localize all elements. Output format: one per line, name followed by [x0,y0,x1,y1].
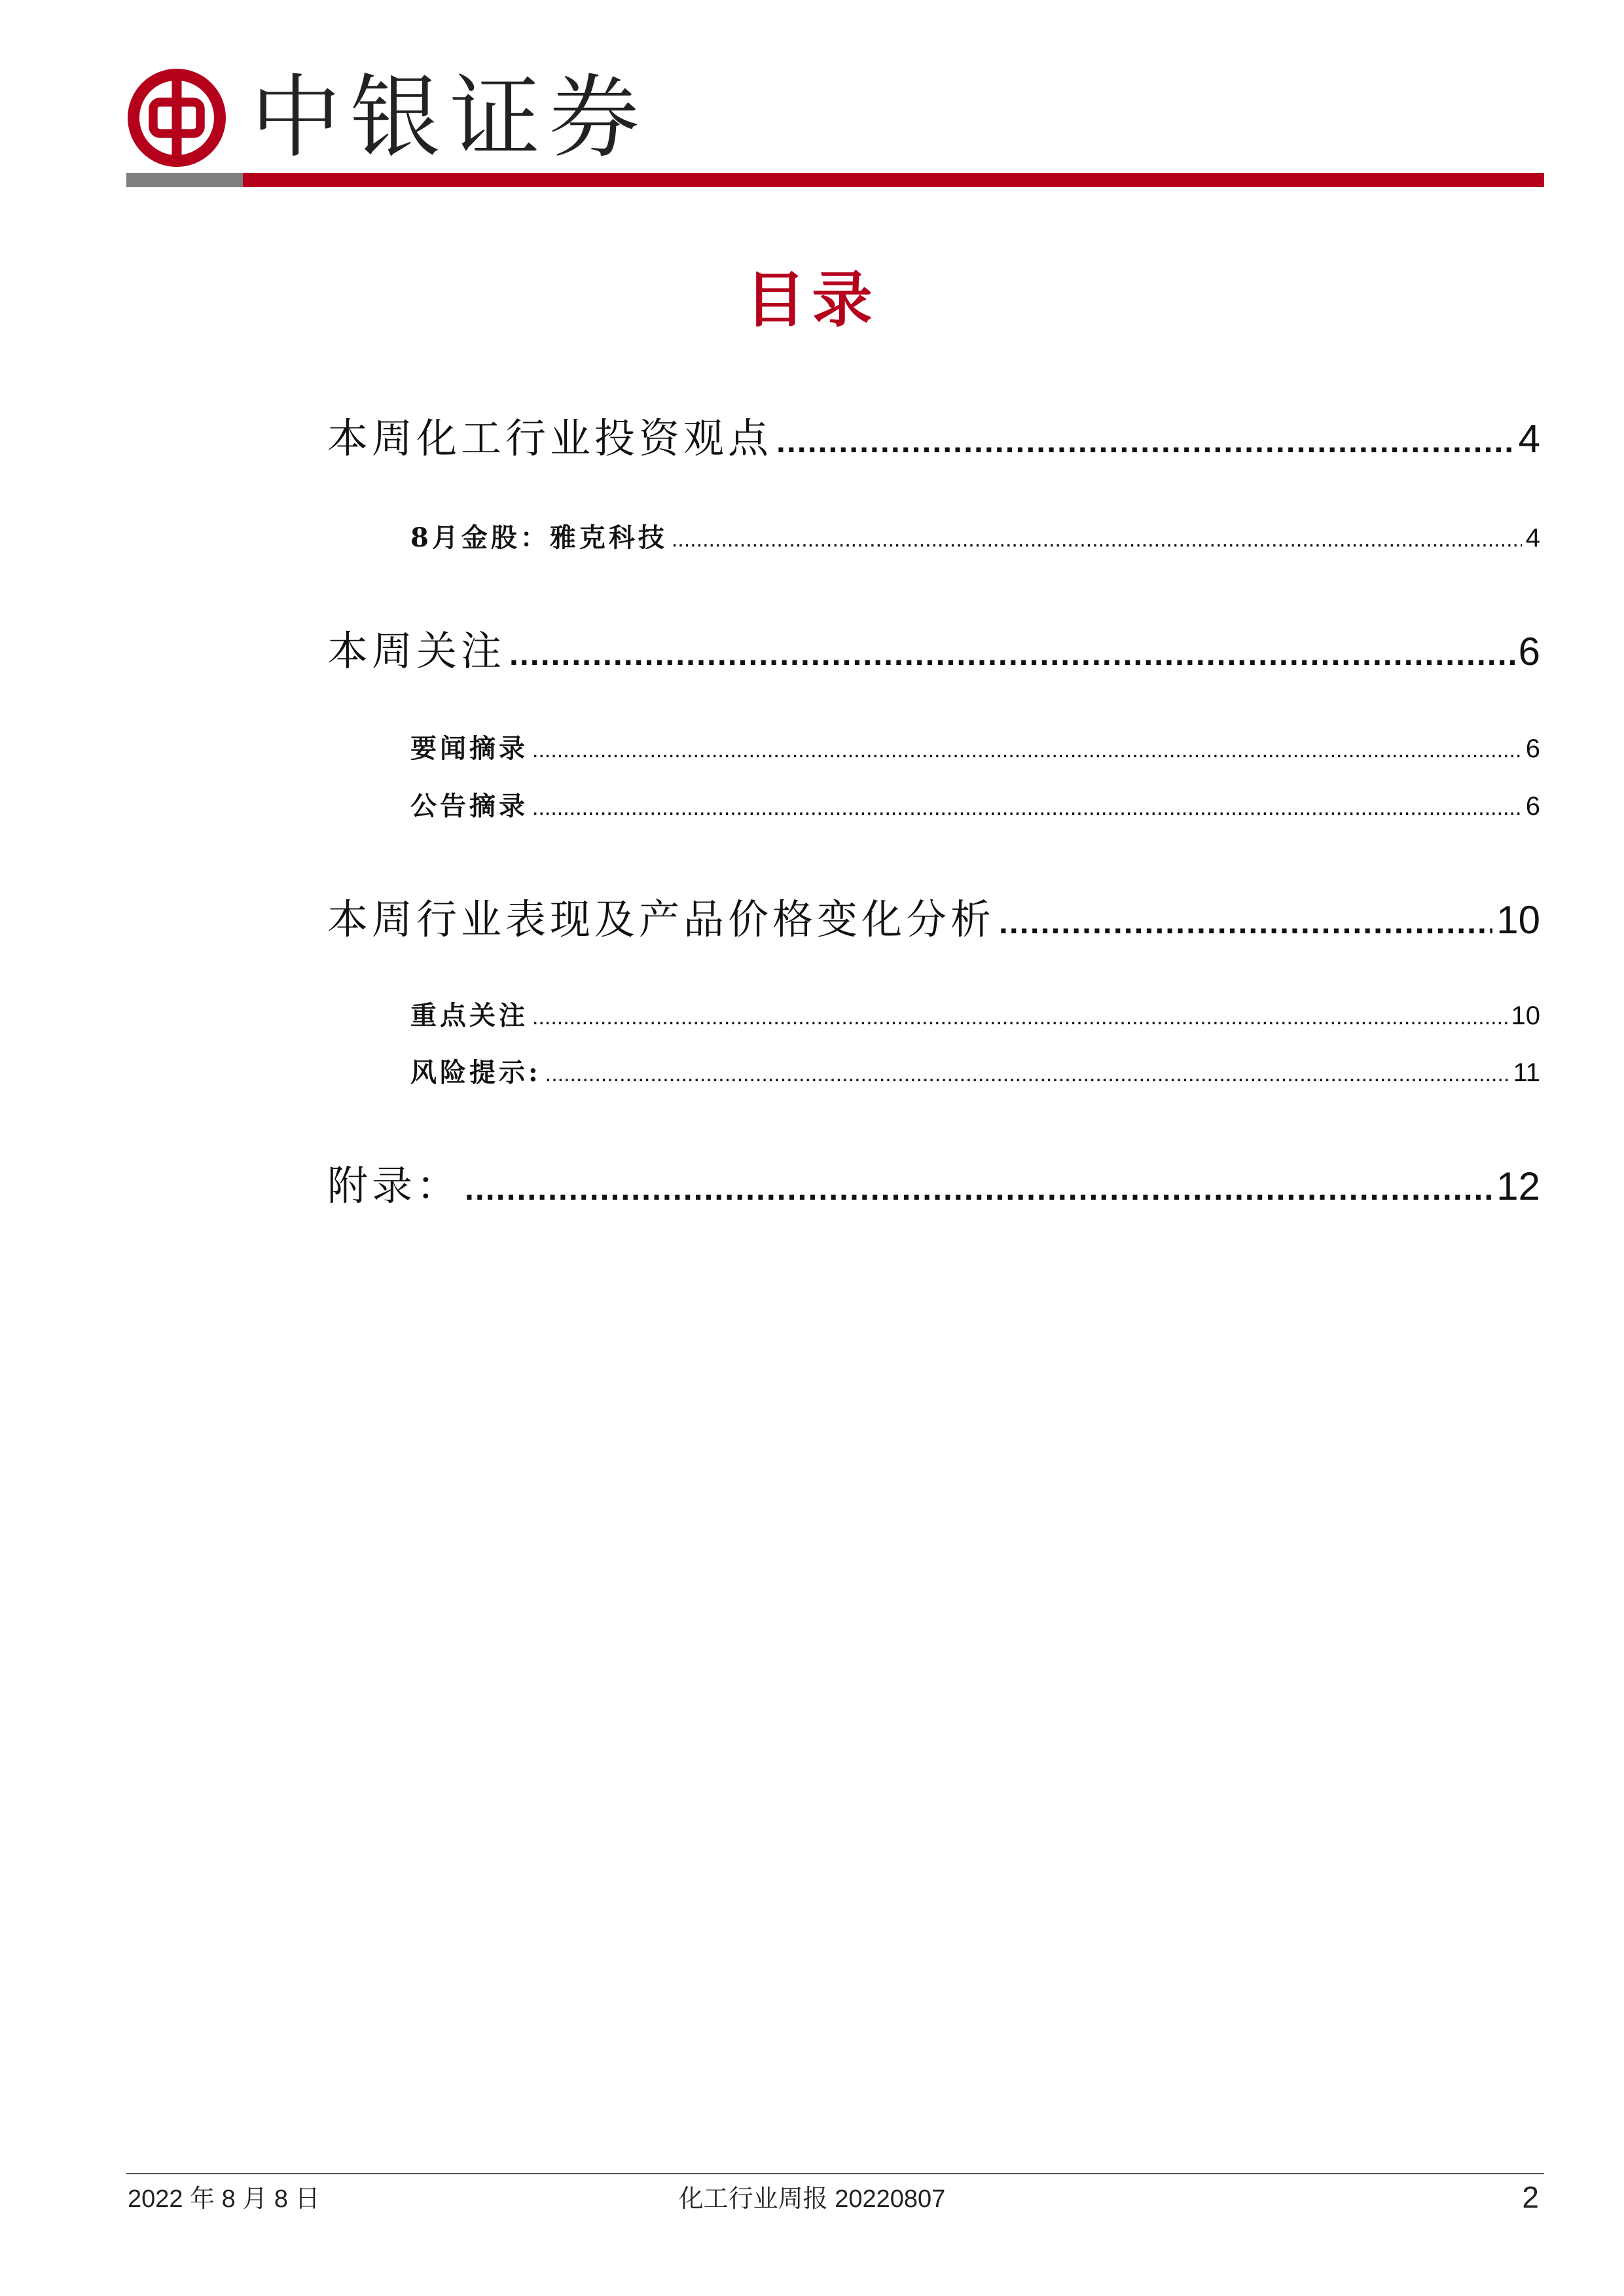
toc-leader-dots [532,1005,1507,1030]
header-rule-gray [126,173,243,187]
toc-entry[interactable] [327,406,1540,464]
toc-entry-label: 8月金股：雅克科技 [410,522,668,553]
toc-entry-label: 重点关注 [410,1000,528,1031]
toc-entry[interactable] [410,1052,1540,1089]
toc-entry-label: 要闻摘录 [410,733,528,764]
footer-report-name: 化工行业周报 20220807 [678,2185,946,2213]
brand-name: 中银证券 [251,65,649,170]
toc-entry-page: 6 [1525,734,1540,763]
toc-entry[interactable] [327,887,1540,945]
toc-leader-dots [776,422,1515,460]
bank-of-china-logo-icon [128,69,226,167]
toc-leader-dots [509,635,1515,673]
toc-entry-label: 本周化工行业投资观点 [327,414,773,462]
toc-entry[interactable] [410,995,1540,1032]
toc-entry-page: 12 [1496,1164,1540,1208]
footer-date: 2022 年 8 月 8 日 [128,2185,320,2213]
toc-entry[interactable] [410,517,1540,554]
toc-entry[interactable] [327,1153,1540,1211]
toc-entry-label: 本周关注 [327,627,506,675]
toc-entry[interactable] [410,728,1540,765]
toc-title: 目录 [745,264,879,335]
toc-leader-dots [999,903,1492,941]
toc-entry-page: 10 [1511,1001,1540,1030]
toc-entry[interactable] [327,619,1540,677]
toc-entry[interactable] [410,785,1540,823]
toc-leader-dots [465,1170,1492,1208]
footer-page-number: 2 [1522,2180,1539,2214]
toc-entry-page: 6 [1518,630,1540,673]
toc-entry-page: 11 [1513,1058,1540,1087]
toc-entry-page: 4 [1518,417,1540,461]
toc-leader-dots [532,738,1522,763]
header [128,65,649,170]
toc-leader-dots [545,1062,1509,1087]
toc-entry-label: 风险提示: [410,1057,541,1088]
toc-entry-page: 4 [1525,524,1540,552]
toc-entry-label: 公告摘录 [410,791,528,821]
header-rule-red [243,173,1544,187]
footer-rule [126,2173,1544,2174]
toc-entry-label: 本周行业表现及产品价格变化分析 [327,895,996,943]
toc-leader-dots [532,795,1522,821]
toc-leader-dots [672,527,1522,552]
toc-entry-page: 10 [1496,898,1540,942]
toc-entry-label: 附录： [327,1162,461,1210]
toc-entry-page: 6 [1525,792,1540,821]
